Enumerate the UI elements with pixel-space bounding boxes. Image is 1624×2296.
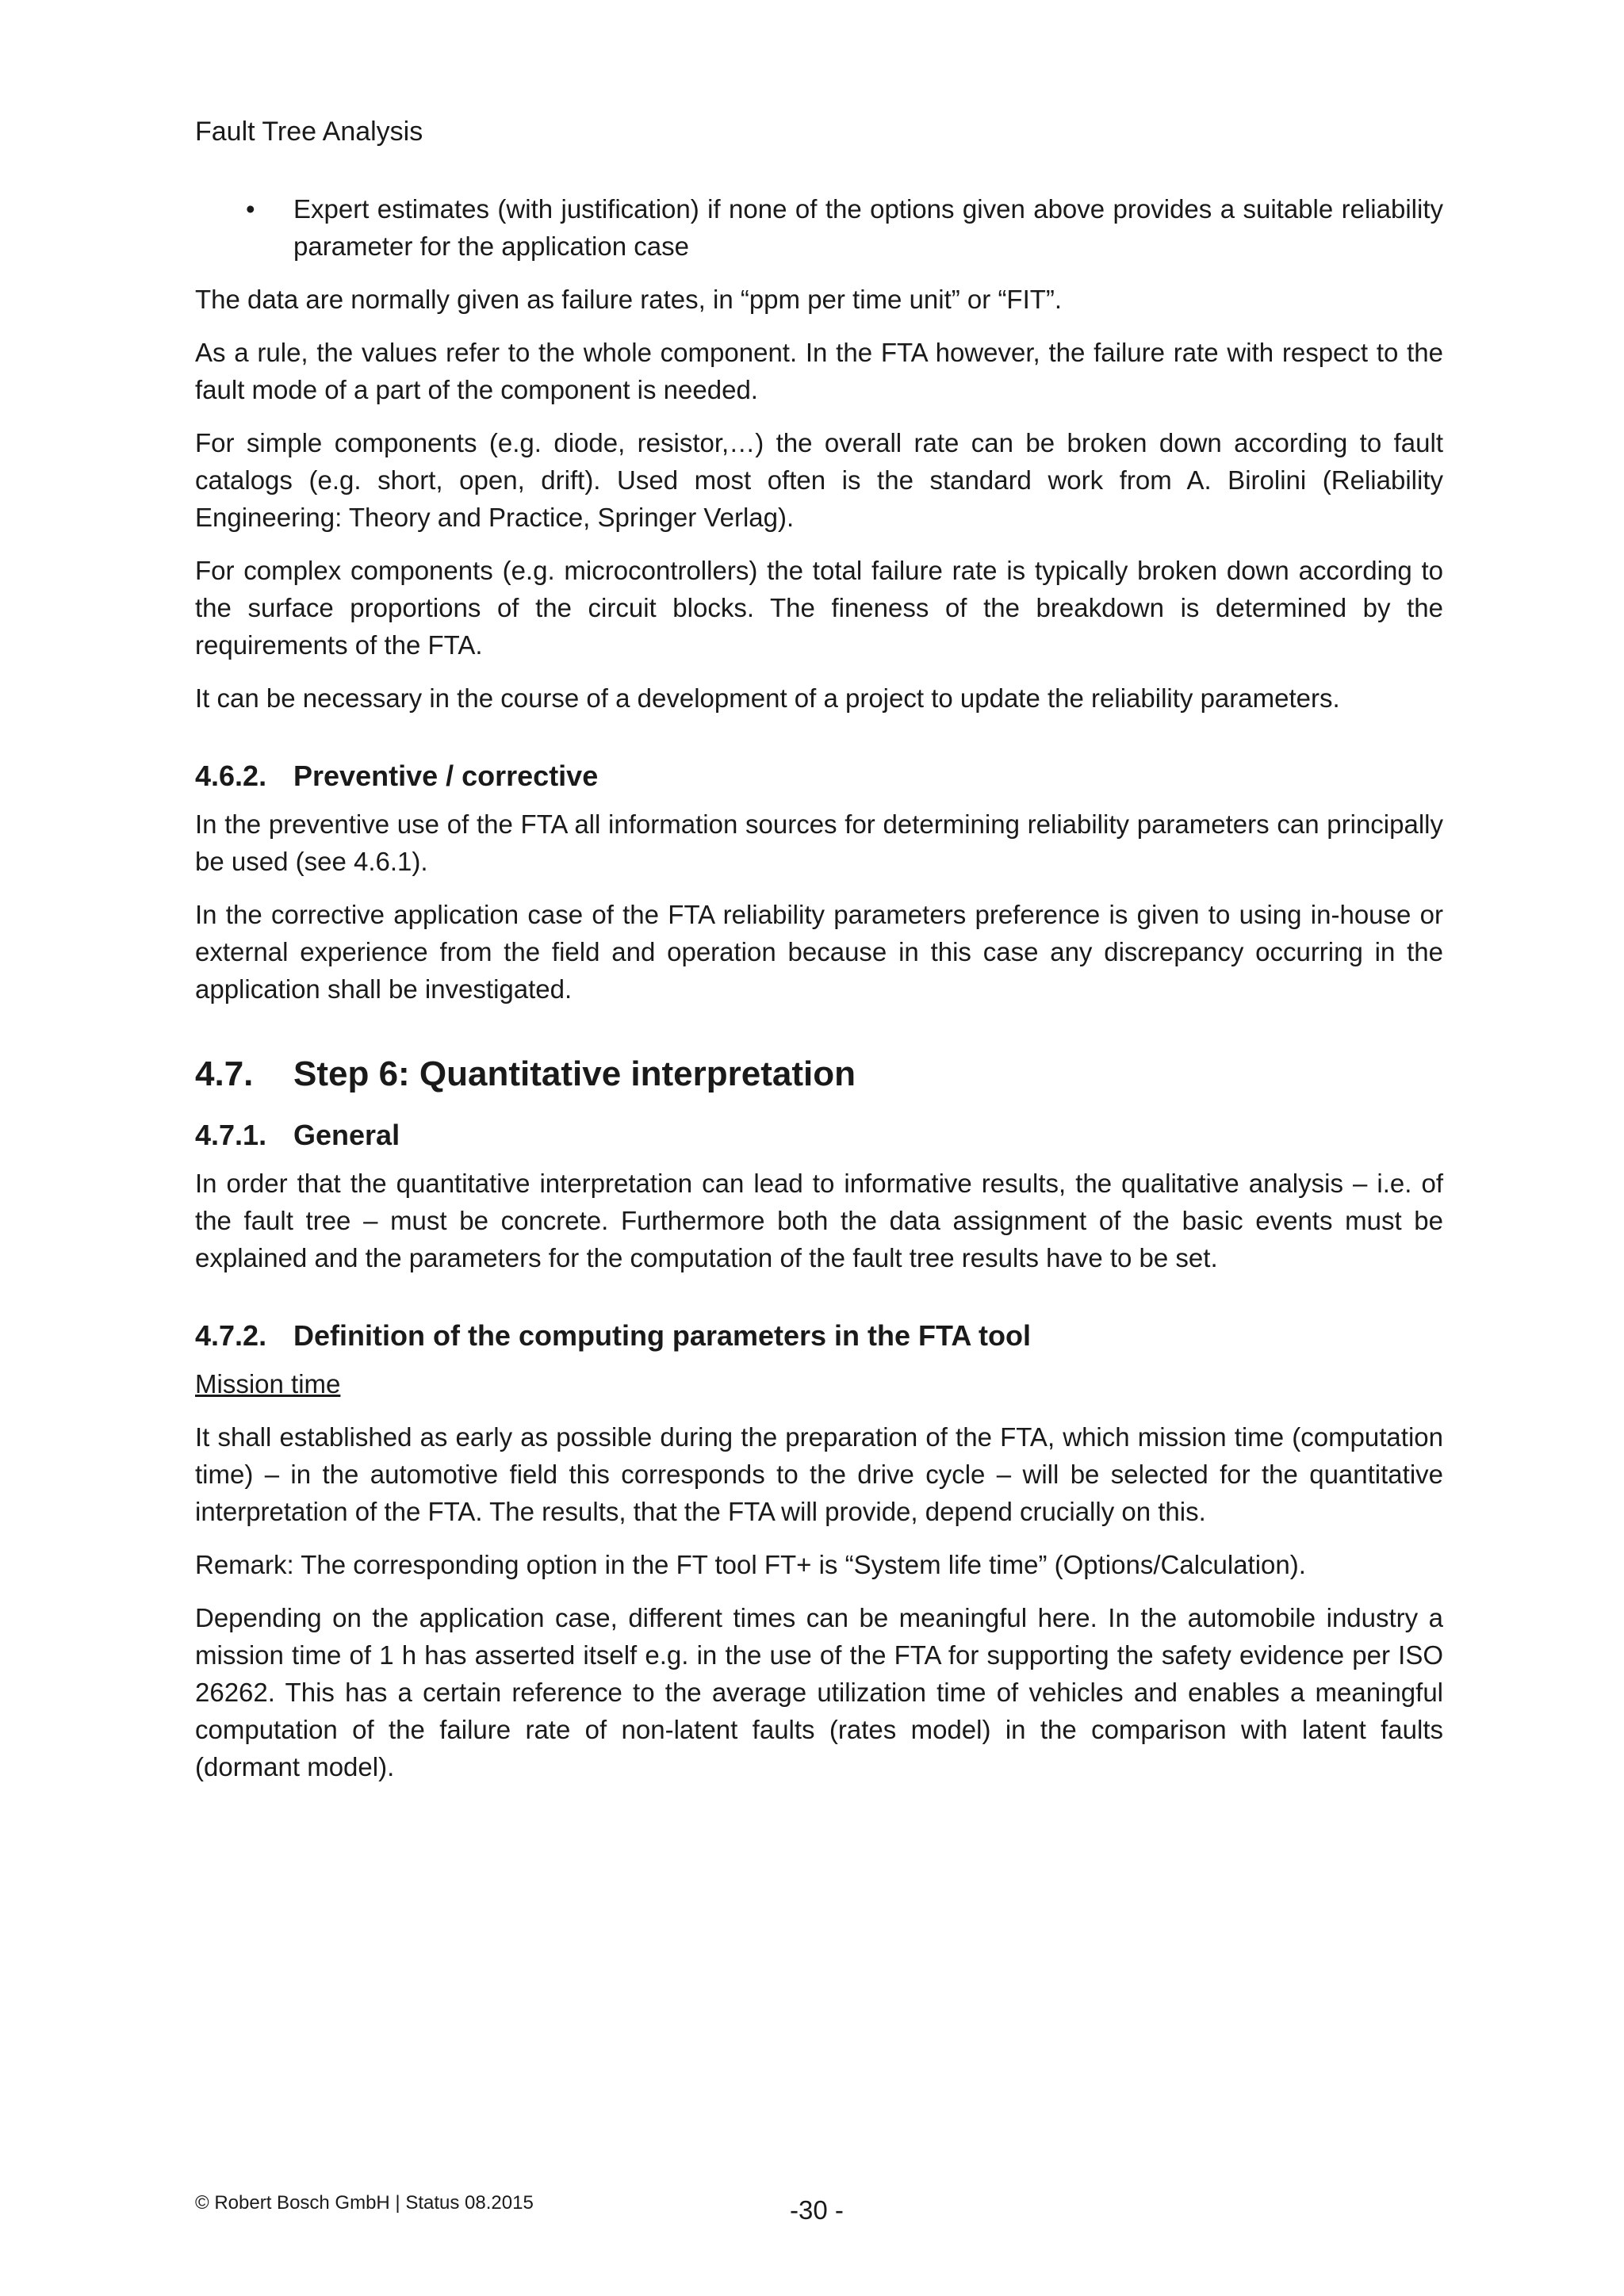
paragraph: In the corrective application case of the FTA reliability parameters preference is given to using in-house or external experience from the field and operation because in this case any discrepancy occurring in the application shall be investigated. bbox=[195, 900, 1443, 1004]
section-title: Preventive / corrective bbox=[293, 760, 599, 792]
section-number: 4.7.1. bbox=[195, 1119, 267, 1151]
paragraph: In the preventive use of the FTA all information sources for determining reliability parameters can principally be used (see 4.6.1). bbox=[195, 809, 1443, 876]
section-number: 4.7.2. bbox=[195, 1319, 267, 1352]
subheading-mission-time: Mission time bbox=[195, 1369, 341, 1399]
paragraph: For simple components (e.g. diode, resistor,…) the overall rate can be broken down according to fault catalogs (e.g. short, open, drift). Used most often is the standard work from A. Birolini (Reliability Engineering: Theory and Practice, Springer Verlag). bbox=[195, 428, 1443, 532]
paragraph: Remark: The corresponding option in the FT tool FT+ is “System life time” (Options/Calculation). bbox=[195, 1550, 1306, 1579]
paragraph: It can be necessary in the course of a development of a project to update the reliability parameters. bbox=[195, 683, 1340, 713]
section-number: 4.6.2. bbox=[195, 760, 267, 792]
paragraph: For complex components (e.g. microcontrollers) the total failure rate is typically broken down according to the surface proportions of the circuit blocks. The fineness of the breakdown is determined by the requirements of the FTA. bbox=[195, 556, 1443, 660]
section-number: 4.7. bbox=[195, 1054, 254, 1093]
section-heading-4-7 bbox=[195, 1052, 1443, 1096]
section-heading-4-7-1 bbox=[195, 1117, 1443, 1154]
paragraph: As a rule, the values refer to the whole component. In the FTA however, the failure rate with respect to the fault mode of a part of the component is needed. bbox=[195, 338, 1443, 404]
running-header: Fault Tree Analysis bbox=[195, 117, 423, 147]
section-title: Definition of the computing parameters in the FTA tool bbox=[293, 1319, 1031, 1352]
page-content bbox=[195, 190, 1443, 1801]
paragraph: Depending on the application case, different times can be meaningful here. In the automobile industry a mission time of 1 h has asserted itself e.g. in the use of the FTA for supporting the safety evidence per ISO 26262. This has a certain reference to the average utilization time of vehicles and enables a meaningful computation of the failure rate of non-latent faults (rates model) in the comparison with latent faults (dormant model). bbox=[195, 1603, 1443, 1781]
page-number: -30 - bbox=[790, 2195, 844, 2225]
paragraph: In order that the quantitative interpretation can lead to informative results, the qualitative analysis – i.e. of the fault tree – must be concrete. Furthermore both the data assignment of the basic events must be explained and the parameters for the computation of the fault tree results have to be set. bbox=[195, 1169, 1443, 1272]
bullet-icon: • bbox=[246, 194, 255, 224]
footer-copyright: © Robert Bosch GmbH | Status 08.2015 bbox=[195, 2192, 534, 2214]
section-title: Step 6: Quantitative interpretation bbox=[293, 1054, 856, 1093]
paragraph: The data are normally given as failure rates, in “ppm per time unit” or “FIT”. bbox=[195, 285, 1063, 314]
section-heading-4-7-2 bbox=[195, 1318, 1443, 1354]
section-heading-4-6-2 bbox=[195, 758, 1443, 794]
bullet-item bbox=[195, 190, 1443, 265]
paragraph: It shall established as early as possible during the preparation of the FTA, which mission time (computation time) – in the automotive field this corresponds to the drive cycle – will be selected for the quantitative interpretation of the FTA. The results, that the FTA will provide, depend crucially on this. bbox=[195, 1422, 1443, 1526]
bullet-text: Expert estimates (with justification) if none of the options given above provides a suitable reliability parameter for the application case bbox=[293, 194, 1443, 261]
section-title: General bbox=[293, 1119, 400, 1151]
